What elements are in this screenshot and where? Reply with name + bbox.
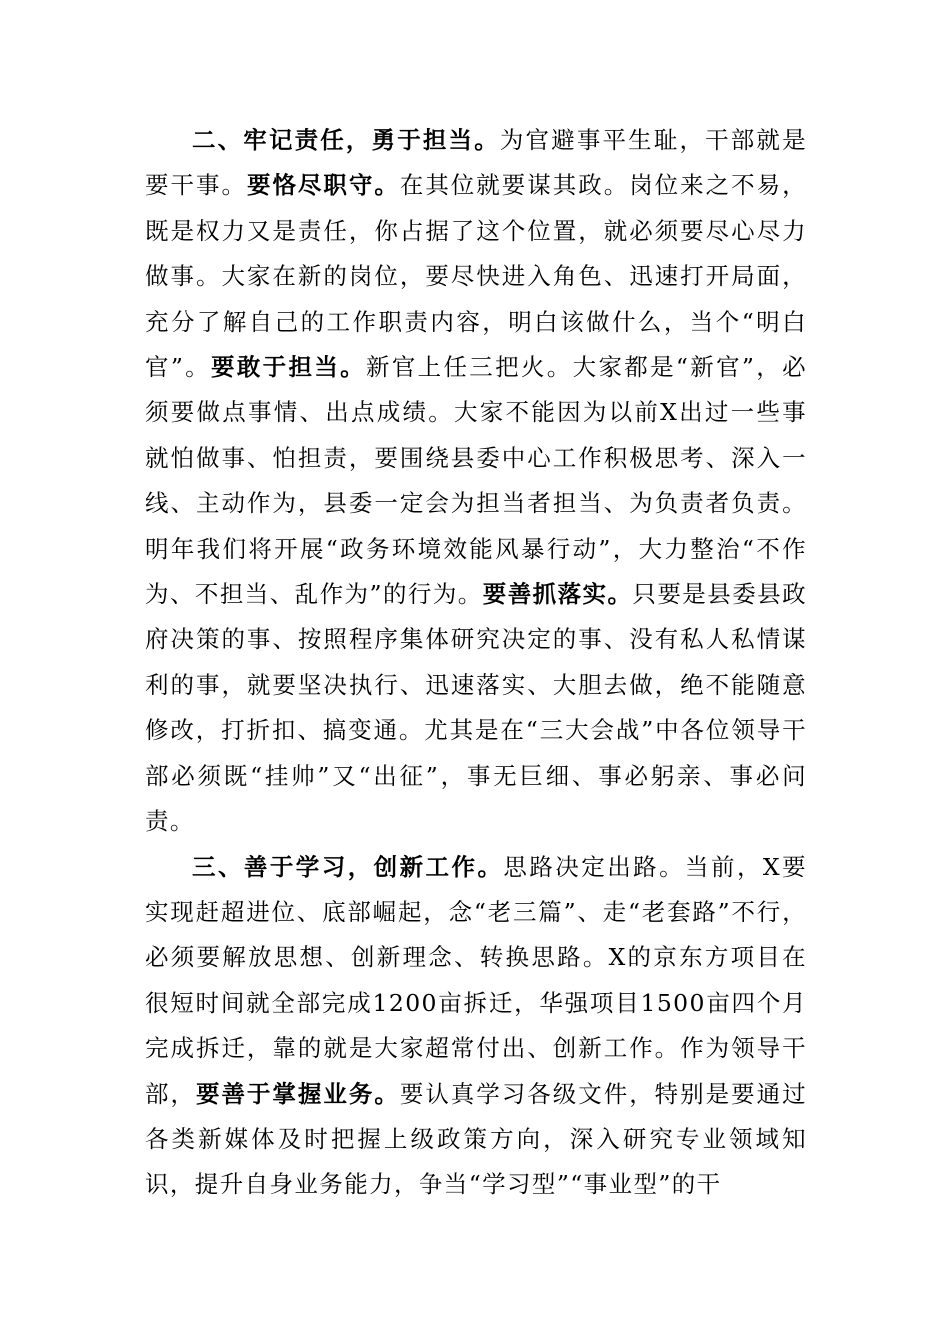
body-text: 在其位就要谋其政。岗位来之不易，既是权力又是责任，你占据了这个位置，就必须要尽心尽力做事。大家在新的岗位，要尽快进入角色、迅速打开局面，充分了解自己的工作职责内容，明白该做什么，当个“明白官”。	[145, 171, 807, 382]
body-text: 要认真学习各级文件，特别是要通过各类新媒体及时把握上级政策方向，深入研究专业领域知识，提升自身业务能力，争当“学习型”“事业型”的干	[145, 1079, 807, 1199]
emphasis-diligence: 要恪尽职守。	[246, 171, 400, 200]
body-text: 只要是县委县政府决策的事、按照程序集体研究决定的事、没有私人私情谋利的事，就要坚决执行、迅速落实、大胆去做，绝不能随意修改，打折扣、搞变通。尤其是在“三大会战”中各位领导干部必须既“挂帅”又“出征”，事无巨细、事必躬亲、事必问责。	[145, 580, 807, 836]
body-text: 思路决定出路。当前，X要实现赶超进位、底部崛起，念“老三篇”、走“老套路”不行，必须要解放思想、创新理念、转换思路。X的京东方项目在很短时间就全部完成1200亩拆迁，华强项目1500亩四个月完成拆迁，靠的就是大家超常付出、创新工作。作为领导干部，	[145, 852, 807, 1108]
heading-responsibility: 二、牢记责任，勇于担当。	[192, 126, 500, 154]
document-page	[145, 118, 807, 1208]
body-text: 为官避事平生耻，干部就是要干事。	[145, 126, 807, 200]
paragraph-responsibility	[145, 118, 807, 845]
heading-learning: 三、善于学习，创新工作。	[192, 852, 504, 881]
emphasis-implementation: 要善抓落实。	[482, 580, 633, 609]
emphasis-courage: 要敢于担当。	[211, 353, 366, 382]
body-text: 新官上任三把火。大家都是“新官”，必须要做点事情、出点成绩。大家不能因为以前X出过一些事就怕做事、怕担责，要围绕县委中心工作积极思考、深入一线、主动作为，县委一定会为担当者担当、为负责者负责。明年我们将开展“政务环境效能风暴行动”，大力整治“不作为、不担当、乱作为”的行为。	[145, 353, 807, 609]
paragraph-learning	[145, 845, 807, 1208]
emphasis-business: 要善于掌握业务。	[195, 1079, 400, 1108]
